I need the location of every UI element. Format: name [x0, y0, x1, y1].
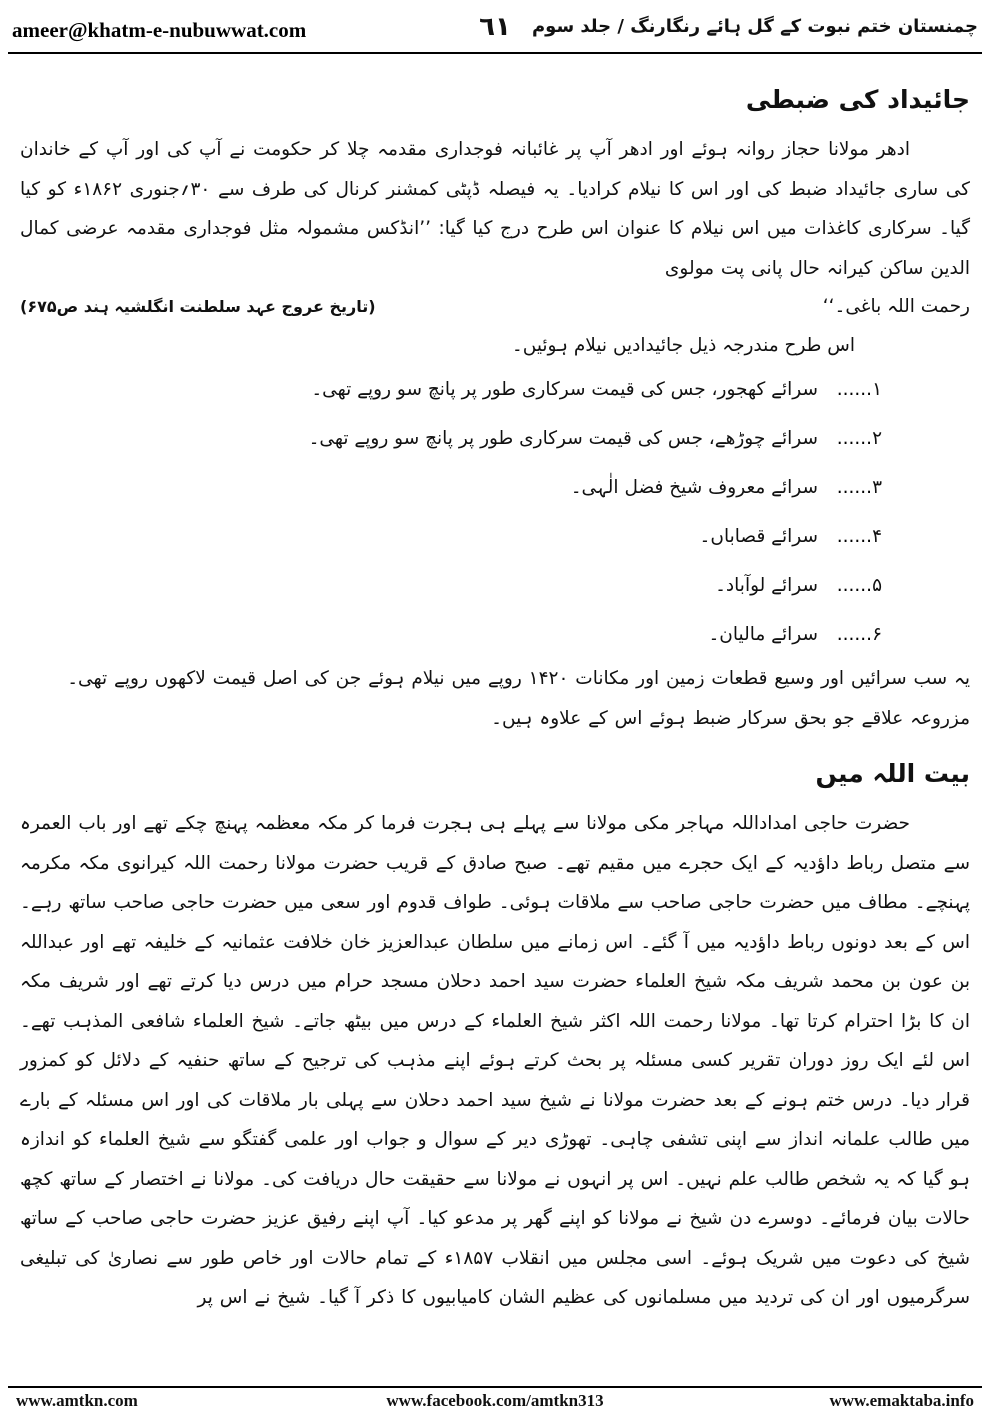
book-title: چمنستان ختم نبوت کے گل ہائے رنگارنگ / جلد سوم [531, 16, 978, 37]
page-footer [16, 1391, 974, 1415]
footer-link-facebook[interactable]: www.facebook.com/amtkn313 [386, 1391, 604, 1410]
list-item-number: ۵...... [836, 575, 882, 596]
list-item [20, 463, 882, 512]
list-item [20, 365, 882, 414]
summary-line-2: مزروعہ علاقے جو بحق سرکار ضبط ہوئے اس کے علاوہ ہیں۔ [491, 707, 970, 729]
paragraph-baitullah: حضرت حاجی امداداللہ مہاجر مکی مولانا سے پہلے ہی ہجرت فرما کر مکہ معظمہ پہنچ چکے تھے اور باب العمرہ سے متصل رباط داؤدیہ کے ایک حجرے میں مقیم تھے۔ صبح صادق کے قریب حضرت مولانا رحمت اللہ کیرانوی مکہ مکرمہ پہنچے۔ مطاف میں حضرت حاجی صاحب سے ملاقات ہوئی۔ طواف قدوم اور سعی میں حضرت حاجی صاحب ساتھ رہے۔ اس کے بعد دونوں رباط داؤدیہ میں آ گئے۔ اس زمانے میں سلطان عبدالعزیز خان خلافت عثمانیہ کے خلیفہ تھے اور عبداللہ بن عون بن محمد شریف مکہ شیخ العلماء حضرت سید احمد دحلان مسجد حرام میں درس دیا کرتے تھے اور شریف مکہ ان کا بڑا احترام کرتا تھا۔ مولانا رحمت اللہ اکثر شیخ العلماء کے درس میں بیٹھ جاتے۔ شیخ العلماء شافعی المذہب تھے۔ اس لئے ایک روز دوران تقریر کسی مسئلہ پر بحث کرتے ہوئے اپنے مذہب کی ترجیح کے ساتھ حنفیہ کے دلائل کو کمزور قرار دیا۔ درس ختم ہونے کے بعد حضرت مولانا نے شیخ سید احمد دحلان سے پہلی بار ملاقات کی اور اس مسئلہ کے بارے میں طالب علمانہ انداز سے اپنی تشفی چاہی۔ تھوڑی دیر کے سوال و جواب اور علمی گفتگو سے شیخ العلماء کو اندازہ ہو گیا کہ یہ شخص طالب علم نہیں۔ اس پر انہوں نے مولانا سے حقیقت حال دریافت کی۔ مولانا نے اختصار کے ساتھ کچھ حالات بیان فرمائے۔ دوسرے دن شیخ نے مولانا کو اپنے گھر پر مدعو کیا۔ آپ اپنے رفیق عزیز حضرت حاجی صاحب کے ساتھ شیخ کی دعوت میں شریک ہوئے۔ اسی مجلس میں انقلاب ۱۸۵۷ء کے تمام حالات اور خاص طور سے نصاریٰ کی تبلیغی سرگرمیوں اور ان کی تردید میں مسلمانوں کی عظیم الشان کامیابیوں کا ذکر آ گیا۔ شیخ نے اس پر [20, 813, 970, 1308]
header-email: ameer@khatm-e-nubuwwat.com [12, 18, 307, 42]
footer-divider [8, 1386, 982, 1388]
page-header [8, 8, 982, 52]
list-intro: اس طرح مندرجہ ذیل جائیدادیں نیلام ہوئیں۔ [511, 335, 855, 356]
list-item [20, 561, 882, 610]
property-list-wrapper [20, 365, 882, 659]
section-heading-confiscation: جائیداد کی ضبطی [745, 85, 970, 114]
page-content [20, 64, 970, 1318]
reference-line [20, 288, 970, 326]
list-item-number: ۴...... [836, 526, 882, 547]
paragraph-confiscation-end: رحمت اللہ باغی۔‘‘ [822, 296, 970, 317]
list-item-text: سرائے مالیان۔ [708, 624, 818, 645]
list-item-text: سرائے لوآباد۔ [715, 575, 818, 596]
source-reference: (تاریخ عروج عہد سلطنت انگلشیہ ہند ص۶۷۵) [20, 297, 376, 316]
list-item [20, 414, 882, 463]
property-list [20, 365, 882, 659]
list-item [20, 512, 882, 561]
list-item [20, 610, 882, 659]
list-item-number: ۲...... [836, 428, 882, 449]
list-item-number: ۳...... [836, 477, 882, 498]
list-item-text: سرائے معروف شیخ فضل الٰہی۔ [570, 477, 818, 498]
list-item-text: سرائے قصاباں۔ [699, 526, 818, 547]
footer-link-emaktaba[interactable]: www.emaktaba.info [829, 1391, 974, 1410]
header-divider [8, 52, 982, 54]
paragraph-confiscation: ادھر مولانا حجاز روانہ ہوئے اور ادھر آپ پر غائبانہ فوجداری مقدمہ چلا کر حکومت نے آپ کی اور آپ کے خاندان کی ساری جائیداد ضبط کی اور اس کا نیلام کرادیا۔ یہ فیصلہ ڈپٹی کمشنر کرنال کی طرف سے ۳۰؍جنوری ۱۸۶۲ء کو کیا گیا۔ سرکاری کاغذات میں اس نیلام کا عنوان اس طرح درج کیا گیا: ’’انڈکس مشمولہ مثل فوجداری مقدمہ عرضی کمال الدین ساکن کیرانہ حال پانی پت مولوی [20, 139, 970, 279]
list-item-text: سرائے کھجور، جس کی قیمت سرکاری طور پر پانچ سو روپے تھی۔ [311, 379, 818, 400]
page-number: ٦١ [479, 12, 511, 42]
list-item-number: ۶...... [836, 624, 882, 645]
footer-link-amtkn[interactable]: www.amtkn.com [16, 1391, 138, 1410]
list-item-number: ۱...... [836, 379, 882, 400]
summary-line-1: یہ سب سرائیں اور وسیع قطعات زمین اور مکانات ۱۴۲۰ روپے میں نیلام ہوئے جن کی اصل قیمت لاکھوں روپے تھی۔ [67, 668, 970, 689]
section-heading-baitullah: بیت اللہ میں [815, 759, 970, 788]
list-item-text: سرائے چوڑھے، جس کی قیمت سرکاری طور پر پانچ سو روپے تھی۔ [308, 428, 818, 449]
